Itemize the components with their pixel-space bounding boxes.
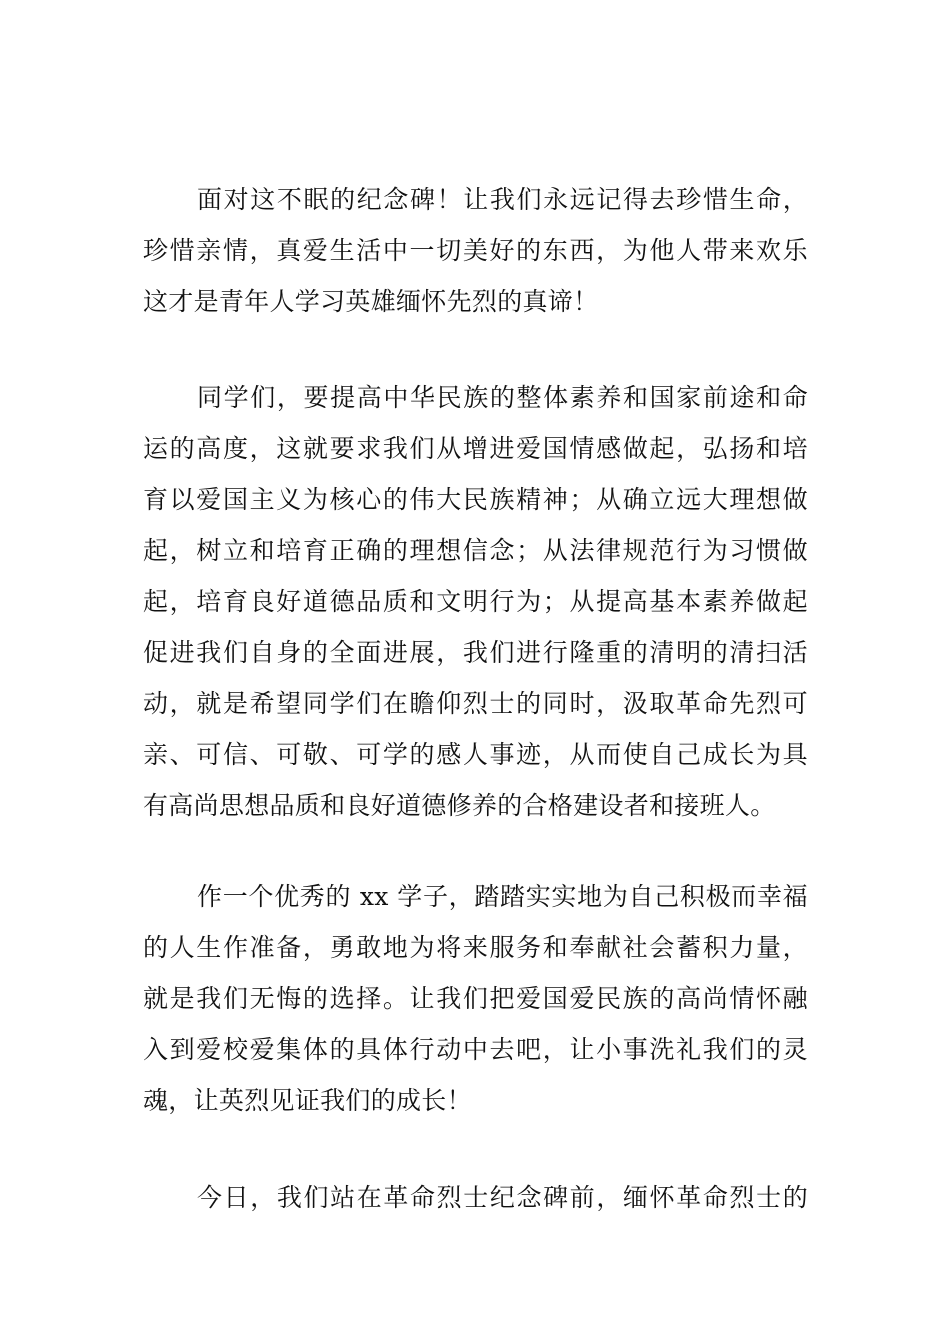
- paragraph-line: 运的高度，这就要求我们从增进爱国情感做起，弘扬和培: [143, 434, 808, 463]
- paragraph-line: 促进我们自身的全面进展，我们进行隆重的清明的清扫活: [143, 638, 808, 667]
- paragraph-1: [143, 174, 808, 327]
- paragraph-2: [143, 372, 808, 831]
- paragraph-line: 有高尚思想品质和良好道德修养的合格建设者和接班人。: [143, 791, 776, 820]
- paragraph-line: 作一个优秀的 xx 学子，踏踏实实地为自己积极而幸福: [197, 882, 808, 911]
- paragraph-line: 魂，让英烈见证我们的成长！: [143, 1086, 472, 1115]
- paragraph-line: 起，培育良好道德品质和文明行为；从提高基本素养做起: [143, 587, 808, 616]
- paragraph-line: 同学们，要提高中华民族的整体素养和国家前途和命: [197, 383, 808, 412]
- paragraph-3: [143, 871, 808, 1126]
- paragraph-line: 亲、可信、可敬、可学的感人事迹，从而使自己成长为具: [143, 740, 808, 769]
- paragraph-line: 动，就是希望同学们在瞻仰烈士的同时，汲取革命先烈可: [143, 689, 808, 718]
- paragraph-4: [143, 1172, 808, 1223]
- paragraph-line: 面对这不眠的纪念碑！让我们永远记得去珍惜生命，: [197, 185, 808, 214]
- paragraph-line: 的人生作准备，勇敢地为将来服务和奉献社会蓄积力量，: [143, 933, 808, 962]
- paragraph-line: 这才是青年人学习英雄缅怀先烈的真谛！: [143, 287, 599, 316]
- paragraph-line: 珍惜亲情，真爱生活中一切美好的东西，为他人带来欢乐: [143, 236, 808, 265]
- paragraph-line: 就是我们无悔的选择。让我们把爱国爱民族的高尚情怀融: [143, 984, 808, 1013]
- paragraph-line: 入到爱校爱集体的具体行动中去吧，让小事洗礼我们的灵: [143, 1035, 808, 1064]
- paragraph-line: 育以爱国主义为核心的伟大民族精神；从确立远大理想做: [143, 485, 808, 514]
- paragraph-line: 起，树立和培育正确的理想信念；从法律规范行为习惯做: [143, 536, 808, 565]
- paragraph-line: 今日，我们站在革命烈士纪念碑前，缅怀革命烈士的: [197, 1183, 808, 1212]
